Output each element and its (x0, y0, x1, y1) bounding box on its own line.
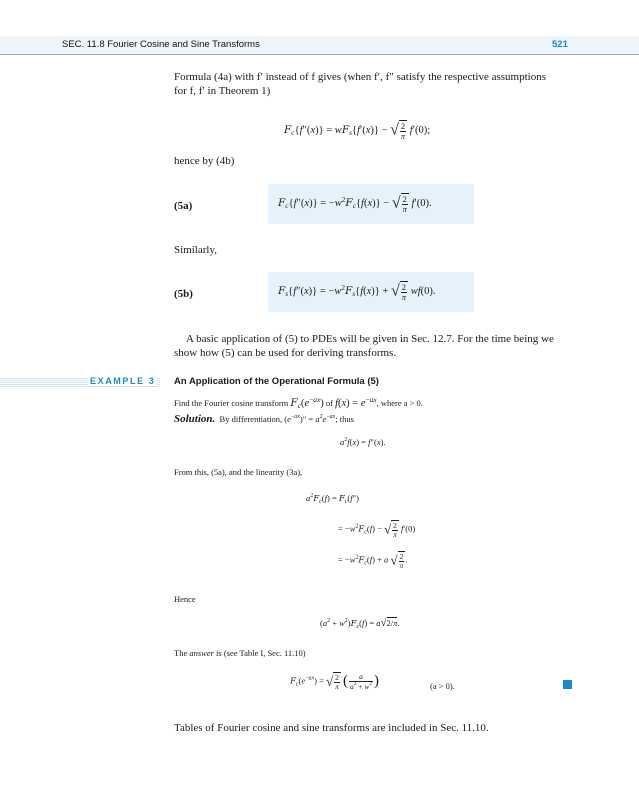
derivation-line-3: = $-w^2F_c(f) + a$ √ $\frac{2}{\pi}$ . (338, 552, 408, 570)
answer-word: answer (189, 648, 214, 658)
header-rule (0, 54, 639, 55)
problem-suffix: , where a > 0. (376, 398, 423, 408)
equation-number-5b: (5b) (174, 288, 193, 300)
intro-line-2: for f, f′ in Theorem 1) (174, 85, 271, 97)
example-problem: Find the Fourier cosine transform $F_c(e^{-ax})$ of $f(x) = e^{-ax}$, where a > 0. (174, 395, 423, 410)
page-number: 521 (552, 39, 568, 50)
equation-hence: $(a^2 + w^2)F_c(f) = a√2/\pi$. (320, 617, 400, 630)
running-header-section: SEC. 11.8 Fourier Cosine and Sine Transforms (62, 39, 260, 50)
equation-answer: $F_c(e^{-ax})$ = √ $\frac{2}{\pi}$ ( $\frac{a}{a^2 + w^2}$ ) (290, 672, 380, 691)
intro-line-1: Formula (4a) with f′ instead of f gives (when f′, f″ satisfy the respective assumptions (174, 71, 547, 83)
similarly-text: Similarly, (174, 244, 217, 256)
equation-5b: $F_s\{f''(x)\} = -w^2F_s\{f(x)\}$ + √ $\frac{2}{\pi}$ wf(0). (278, 282, 436, 302)
para-line-1: A basic application of (5) to PDEs will be given in Sec. 12.7. For the time being we (186, 333, 554, 345)
solution-thus: ; thus (335, 414, 354, 424)
equation-intro: $F_c\{f''(x)\} = wF_s\{f'(x)\}$ − √ $\frac{2}{\pi}$ f′(0); (284, 121, 431, 141)
example-title: An Application of the Operational Formula (5) (174, 376, 379, 387)
para-line-2: show how (5) can be used for deriving transforms. (174, 347, 397, 359)
solution-text: By differentiation, (219, 414, 283, 424)
derivation-line-2: = $-w^2F_c(f)$ − √ $\frac{2}{\pi}$ f′(0) (338, 521, 416, 539)
application-paragraph (174, 332, 574, 360)
example-solution: Solution. By differentiation, $(e^{-ax})'' = a^2e^{-ax}$; thus (174, 413, 354, 425)
final-paragraph: Tables of Fourier cosine and sine transforms are included in Sec. 11.10. (174, 722, 489, 734)
solution-label: Solution. (174, 413, 216, 425)
example-label: EXAMPLE 3 (90, 376, 156, 386)
problem-of: of (325, 398, 333, 408)
from-this-text: From this, (5a), and the linearity (3a), (174, 467, 303, 477)
derivation-line-1: $a^2F_c(f) = F_c(f'')$ (306, 493, 359, 505)
hence-text: hence by (4b) (174, 155, 235, 167)
intro-paragraph (174, 70, 574, 98)
equation-number-5a: (5a) (174, 200, 193, 212)
answer-intro: The answer is (see Table I, Sec. 11.10) (174, 648, 306, 658)
hence-example-text: Hence (174, 594, 196, 604)
equation-a2f: $a^2f(x) = f''(x)$. (340, 437, 386, 447)
end-of-example-square-icon (563, 680, 572, 689)
equation-5a: $F_c\{f''(x)\} = -w^2F_c\{f(x)\}$ − √ $\frac{2}{\pi}$ f′(0). (278, 194, 432, 214)
answer-condition: (a > 0). (430, 681, 455, 691)
problem-prefix: Find the Fourier cosine transform (174, 398, 289, 408)
